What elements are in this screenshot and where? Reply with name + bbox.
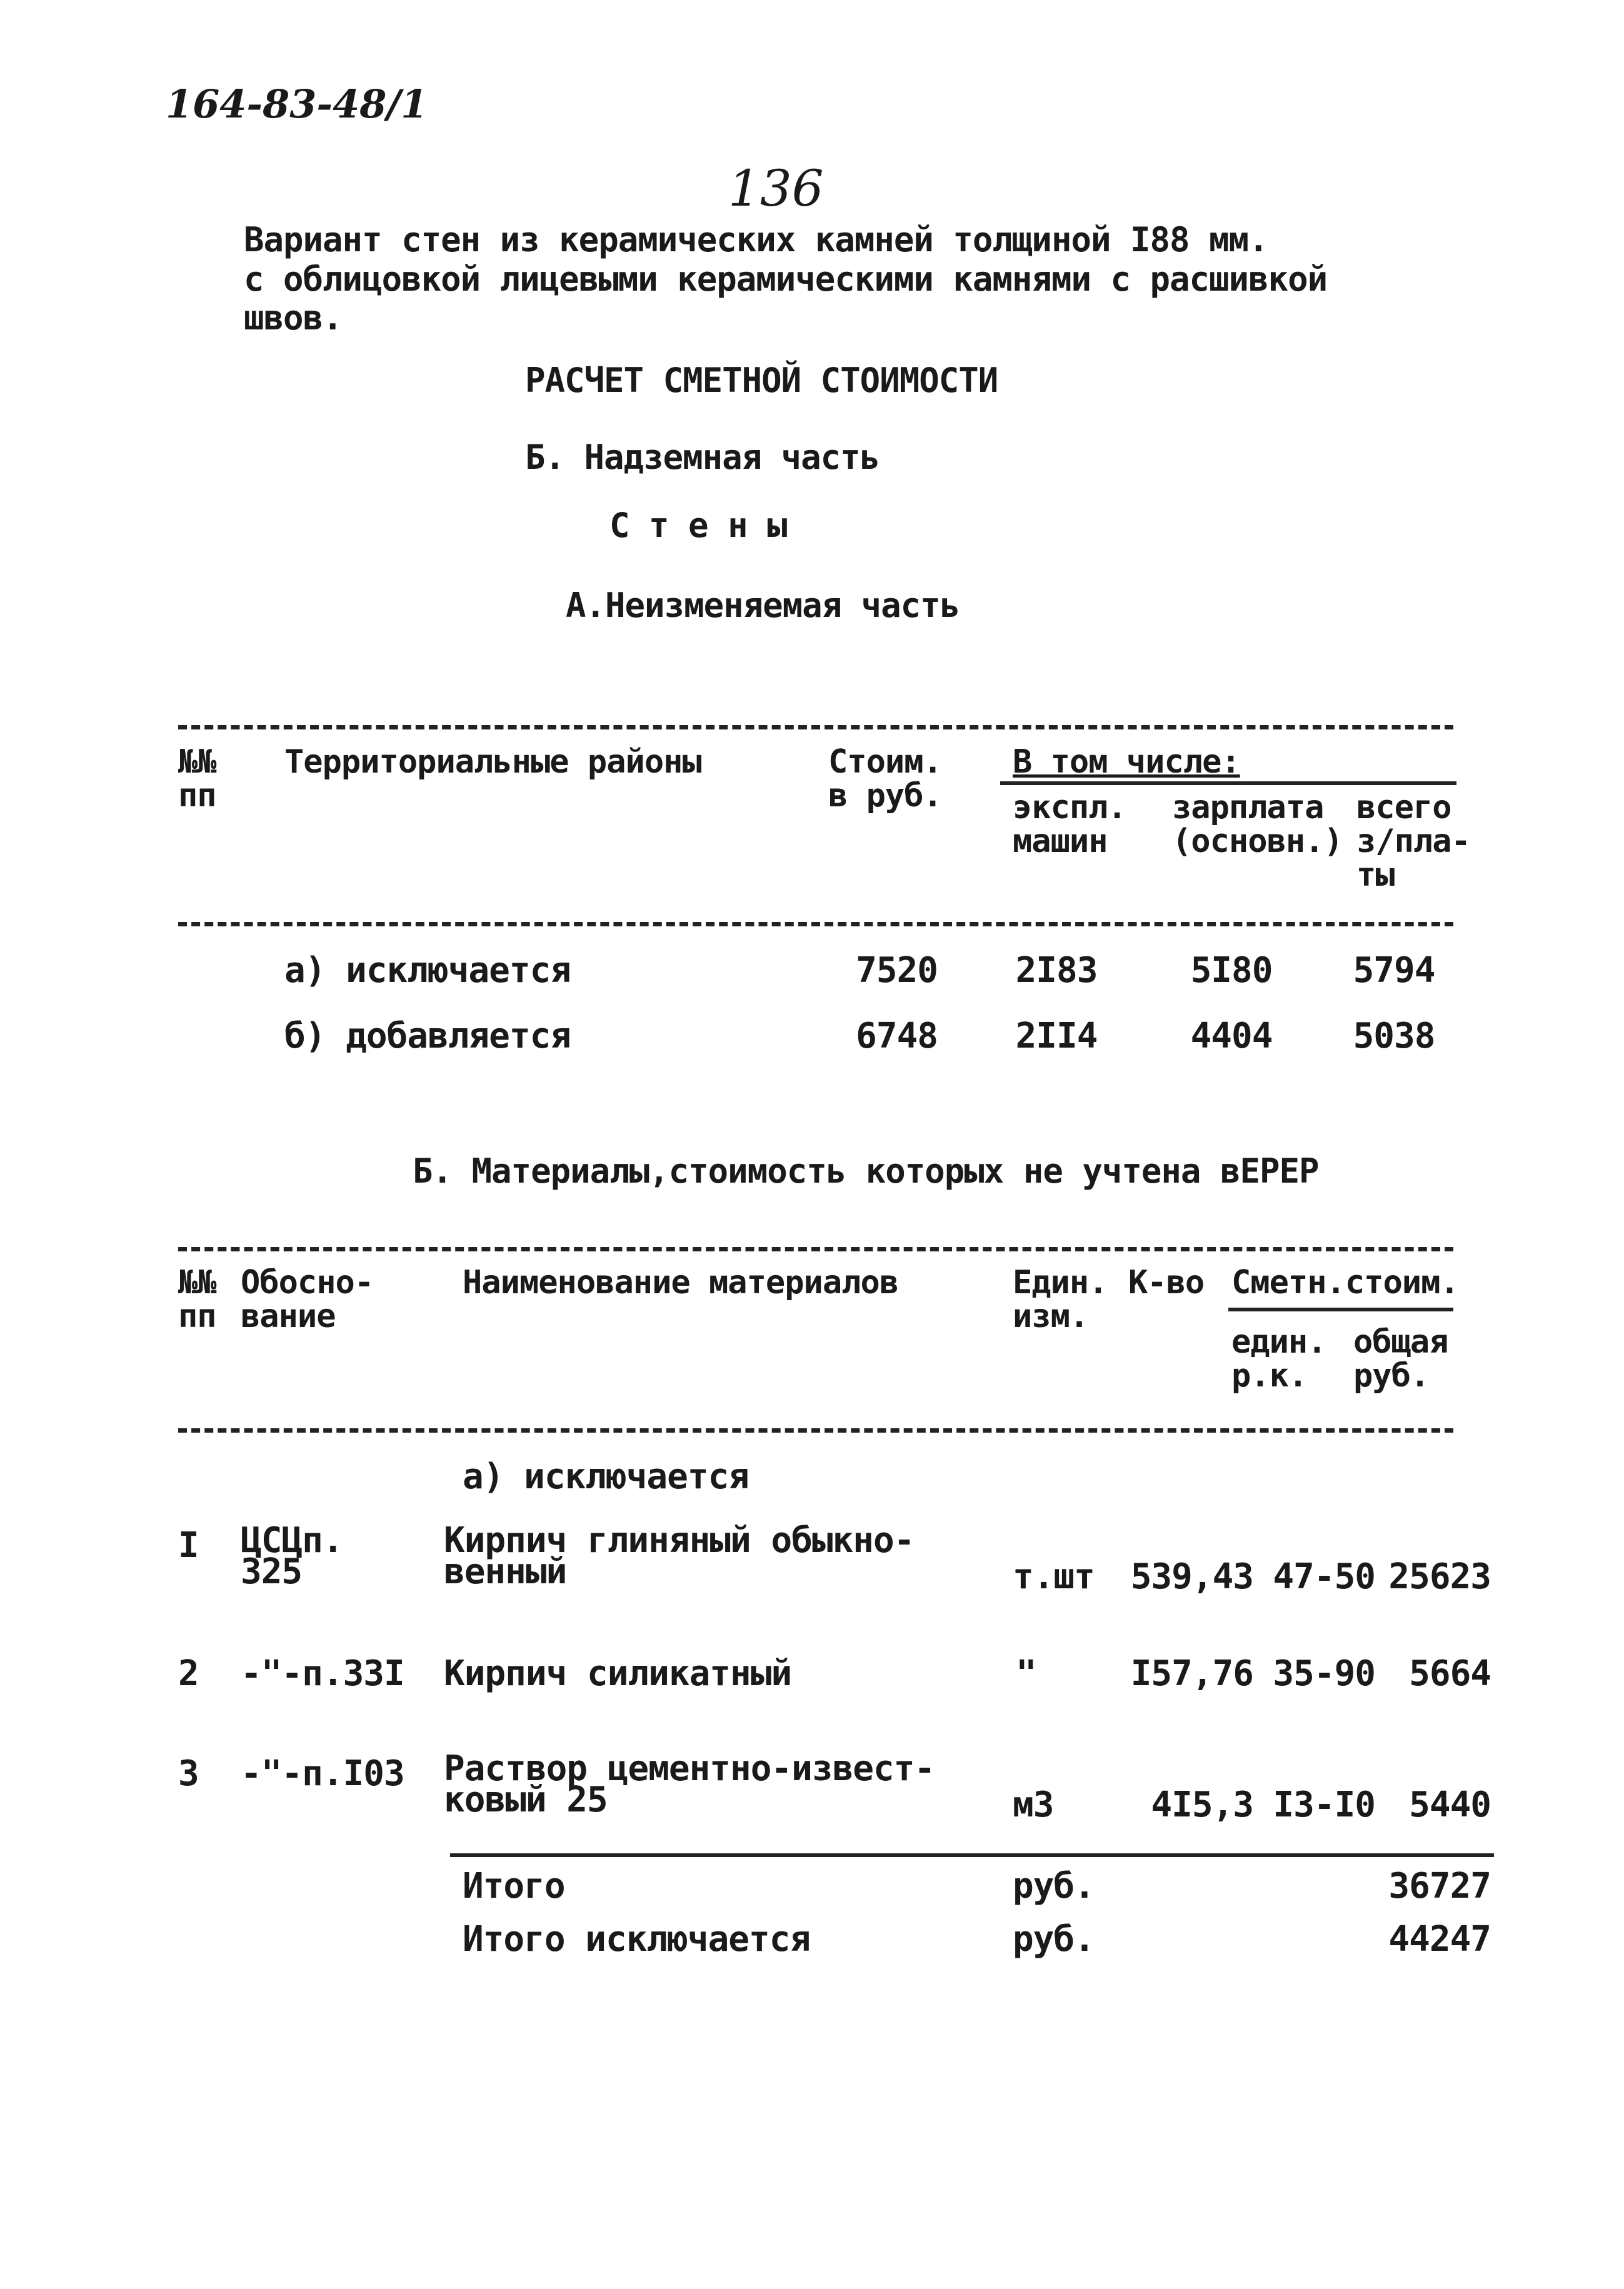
table2-top-rule (178, 1247, 1453, 1251)
table1-header-cost: Стоим. в руб. (828, 743, 942, 814)
row-unit-price: 35-90 (1273, 1653, 1375, 1694)
row-salary: 5I80 (1190, 950, 1273, 991)
section-b-heading: Б. Надземная часть (525, 438, 880, 477)
document-code: 164-83-48/1 (166, 81, 428, 127)
row-unit-price: I3-I0 (1273, 1785, 1375, 1825)
table2-header-num: №№ пп (178, 1264, 216, 1335)
intro-line-2: с облицовкой лицевыми керамическими камнями с расшивкой (244, 259, 1328, 299)
row-material-name: Раствор цементно-извест- ковый 25 (444, 1748, 935, 1820)
row-total-salary: 5794 (1353, 950, 1435, 991)
row-material-name: Кирпич глиняный обыкно- венный (444, 1520, 915, 1592)
row-unit: м3 (1013, 1785, 1054, 1825)
table1-header-bottom-rule (178, 922, 1453, 926)
walls-heading: С т е н ы (609, 506, 787, 545)
table2-header-basis: Обосно- вание (241, 1264, 374, 1335)
row-total: 5440 (1409, 1785, 1491, 1825)
table1-header-incl: В том числе: (1013, 743, 1240, 781)
row-qty: I57,76 (1130, 1653, 1253, 1694)
row-total: 5664 (1409, 1653, 1491, 1694)
table1-top-rule (178, 725, 1453, 729)
table2-subtitle: а) исключается (463, 1456, 749, 1497)
table2-header-bottom-rule (178, 1428, 1453, 1433)
row-basis: ЦСЦп. 325 (241, 1520, 343, 1592)
part-b-heading: Б. Материалы,стоимость которых не учтена вЕРЕР (413, 1151, 1319, 1191)
row-unit: " (1016, 1653, 1036, 1694)
row-cost: 7520 (856, 950, 938, 991)
table1-header-machines: экспл. машин (1013, 789, 1126, 860)
intro-line-3: швов. (244, 298, 343, 338)
row-num: 3 (178, 1753, 199, 1794)
intro-line-1: Вариант стен из керамических камней толщиной I88 мм. (244, 220, 1268, 259)
row-total-salary: 5038 (1353, 1016, 1435, 1056)
page-number: 136 (728, 159, 824, 218)
table1-header-salary: зарплата (основн.) (1172, 789, 1343, 860)
part-a-heading: А.Неизменяемая часть (566, 586, 960, 625)
row-salary: 4404 (1190, 1016, 1273, 1056)
totals-label: Итого (463, 1866, 565, 1906)
row-label: а) исключается (284, 950, 571, 991)
table1-header-region: Территориальные районы (284, 743, 701, 781)
table1-header-num: №№ пп (178, 743, 216, 814)
totals-value: 44247 (1388, 1919, 1491, 1960)
totals-rule (450, 1853, 1494, 1857)
row-basis: -"-п.I03 (241, 1753, 404, 1794)
row-label: б) добавляется (284, 1016, 571, 1056)
totals-label: Итого исключается (463, 1919, 811, 1960)
table2-est-rule (1228, 1308, 1453, 1311)
totals-value: 36727 (1388, 1866, 1491, 1906)
row-unit: т.шт (1013, 1556, 1095, 1597)
table2-header-est: Сметн.стоим. (1231, 1264, 1459, 1301)
totals-unit: руб. (1013, 1866, 1095, 1906)
row-num: I (178, 1525, 199, 1566)
table1-header-total-salary: всего з/пла- ты (1356, 789, 1470, 894)
document-title: РАСЧЕТ СМЕТНОЙ СТОИМОСТИ (525, 361, 998, 400)
row-cost: 6748 (856, 1016, 938, 1056)
table2-header-qty: К-во (1128, 1264, 1205, 1301)
row-total: 25623 (1388, 1556, 1491, 1597)
row-num: 2 (178, 1653, 199, 1694)
table1-incl-rule (1000, 781, 1456, 785)
row-qty: 539,43 (1130, 1556, 1253, 1597)
table2-header-total: общая руб. (1353, 1323, 1448, 1395)
row-qty: 4I5,3 (1151, 1785, 1253, 1825)
table2-header-unit: Един. изм. (1013, 1264, 1108, 1335)
row-machines: 2I83 (1015, 950, 1098, 991)
row-machines: 2II4 (1015, 1016, 1098, 1056)
table2-header-name: Наименование материалов (463, 1264, 899, 1301)
row-unit-price: 47-50 (1273, 1556, 1375, 1597)
totals-unit: руб. (1013, 1919, 1095, 1960)
row-material-name: Кирпич силикатный (444, 1653, 792, 1694)
table2-header-unit-price: един. р.к. (1231, 1323, 1326, 1395)
row-basis: -"-п.33I (241, 1653, 404, 1694)
